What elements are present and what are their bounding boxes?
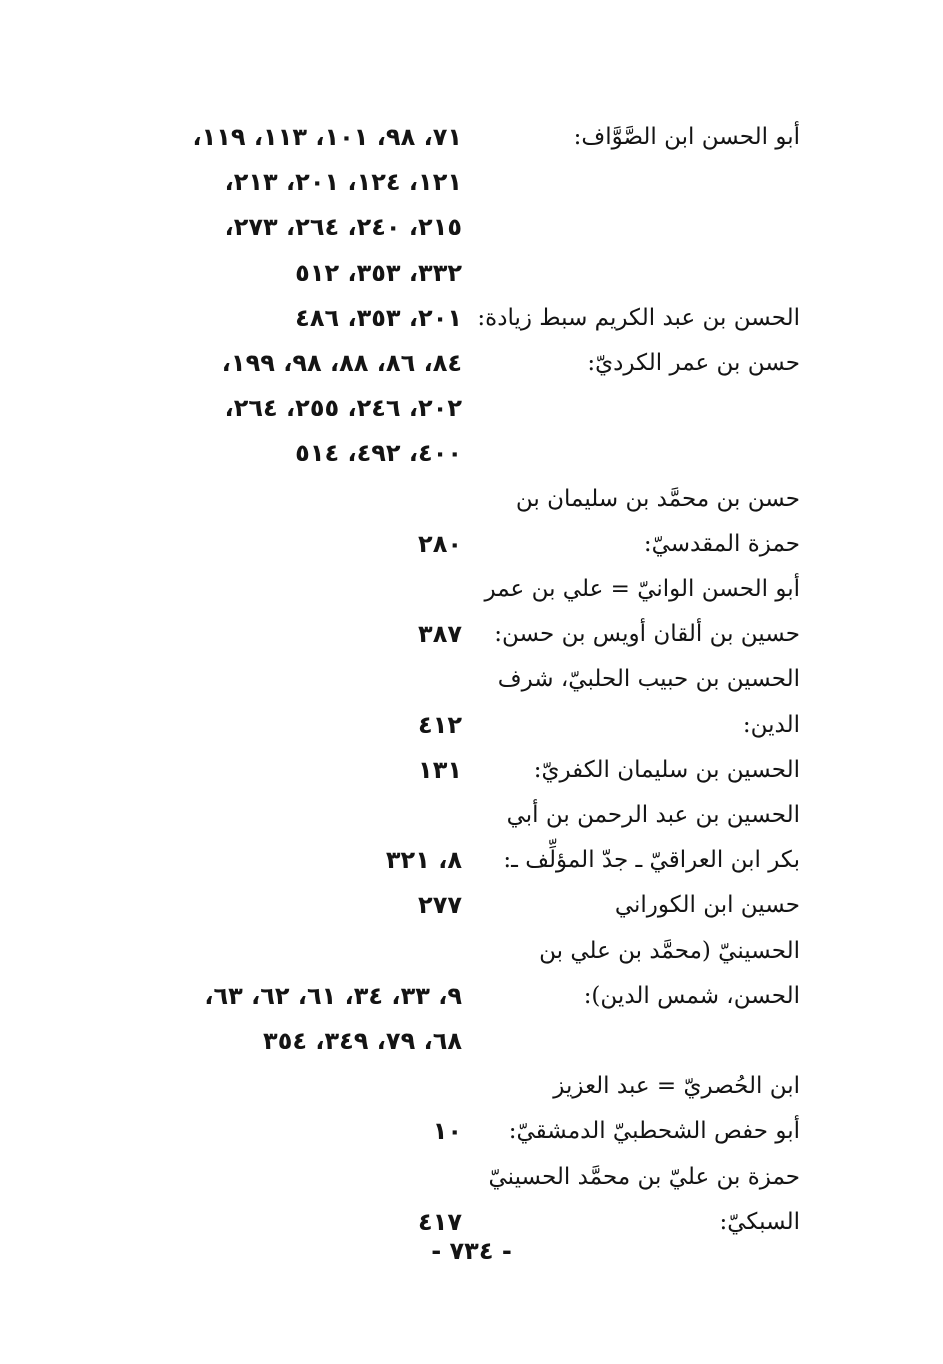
index-line bbox=[130, 703, 810, 748]
index-line bbox=[130, 296, 810, 341]
index-line bbox=[130, 974, 810, 1019]
entry-name: الحسين بن سليمان الكفريّ: bbox=[533, 756, 800, 783]
entry-name: الحسينيّ (محمَّد بن علي بن bbox=[539, 937, 800, 964]
entry-name: أبو حفص الشحطبيّ الدمشقيّ: bbox=[508, 1118, 800, 1145]
index-line bbox=[130, 748, 810, 793]
index-line bbox=[130, 1064, 810, 1109]
entry-pages: ٧١، ٩٨، ١٠١، ١١٣، ١١٩، bbox=[192, 123, 462, 151]
entry-pages: ١٣١ bbox=[418, 755, 462, 784]
entry-name: بكر ابن العراقيّ ـ جدّ المؤلِّف ـ: bbox=[503, 847, 800, 874]
entry-pages: ٦٨، ٧٩، ٣٤٩، ٣٥٤ bbox=[263, 1027, 462, 1055]
index-line bbox=[130, 341, 810, 386]
index-line bbox=[130, 477, 810, 522]
entry-pages: ٨، ٣٢١ bbox=[385, 846, 462, 875]
entry-name: الدين: bbox=[742, 711, 800, 738]
entry-pages: ٣٨٧ bbox=[418, 620, 462, 649]
entry-name: حسين ابن الكوراني bbox=[614, 892, 800, 919]
entry-name: حسين بن ألقان أويس بن حسن: bbox=[494, 621, 800, 648]
index-line bbox=[130, 115, 810, 160]
entry-name: حمزة المقدسيّ: bbox=[643, 530, 800, 557]
entry-pages: ٨٤، ٨٦، ٨٨، ٩٨، ١٩٩، bbox=[221, 349, 462, 377]
index-line bbox=[130, 1155, 810, 1200]
entry-name: ابن الحُصريّ = عبد العزيز bbox=[553, 1073, 800, 1100]
entry-pages: ٩، ٣٣، ٣٤، ٦١، ٦٢، ٦٣، bbox=[204, 981, 462, 1010]
entry-name: أبو الحسن الوانيّ = علي بن عمر bbox=[484, 576, 800, 602]
entry-name: الحسين بن عبد الرحمن بن أبي bbox=[506, 802, 800, 828]
entry-pages: ٢٠٢، ٢٤٦، ٢٥٥، ٢٦٤، bbox=[224, 394, 462, 423]
index-line bbox=[130, 522, 810, 567]
index-line bbox=[130, 929, 810, 974]
index-line bbox=[130, 386, 810, 431]
index-line bbox=[130, 431, 810, 476]
entry-pages: ٢٧٧ bbox=[418, 891, 462, 920]
index-line bbox=[130, 1019, 810, 1064]
entry-name: أبو الحسن ابن الصَّوَّاف: bbox=[573, 124, 800, 150]
index-line bbox=[130, 657, 810, 702]
entry-pages: ٣٣٢، ٣٥٣، ٥١٢ bbox=[295, 258, 462, 287]
index-line bbox=[130, 612, 810, 657]
index-line bbox=[130, 251, 810, 296]
entry-pages: ١٢١، ١٢٤، ٢٠١، ٢١٣، bbox=[224, 168, 462, 197]
entry-name: حسن بن عمر الكرديّ: bbox=[587, 350, 800, 376]
index-line bbox=[130, 567, 810, 612]
entry-pages: ٤٠٠، ٤٩٢، ٥١٤ bbox=[295, 439, 462, 468]
entry-pages: ٢٨٠ bbox=[418, 529, 462, 558]
entry-pages: ٤١٢ bbox=[418, 710, 462, 739]
index-line bbox=[130, 1109, 810, 1154]
entry-name: الحسن، شمس الدين): bbox=[583, 982, 800, 1009]
entry-name: حسن بن محمَّد بن سليمان بن bbox=[515, 485, 800, 512]
page-number: - ٧٣٤ - bbox=[431, 1237, 512, 1265]
entry-pages: ٢١٥، ٢٤٠، ٢٦٤، ٢٧٣، bbox=[224, 213, 462, 242]
index-line bbox=[130, 793, 810, 838]
entry-pages: ١٠ bbox=[432, 1117, 462, 1146]
index-line bbox=[130, 160, 810, 205]
entry-name: حمزة بن عليّ بن محمَّد الحسينيّ bbox=[488, 1163, 800, 1190]
entry-name: الحسين بن حبيب الحلبيّ، شرف bbox=[497, 666, 800, 693]
entry-pages: ٢٠١، ٣٥٣، ٤٨٦ bbox=[295, 303, 462, 332]
index-line bbox=[130, 205, 810, 250]
entry-name: السبكيّ: bbox=[719, 1208, 800, 1235]
index-line bbox=[130, 883, 810, 928]
entry-pages: ٤١٧ bbox=[418, 1207, 462, 1236]
entry-name: الحسن بن عبد الكريم سبط زيادة: bbox=[477, 304, 800, 331]
index-line bbox=[130, 838, 810, 883]
